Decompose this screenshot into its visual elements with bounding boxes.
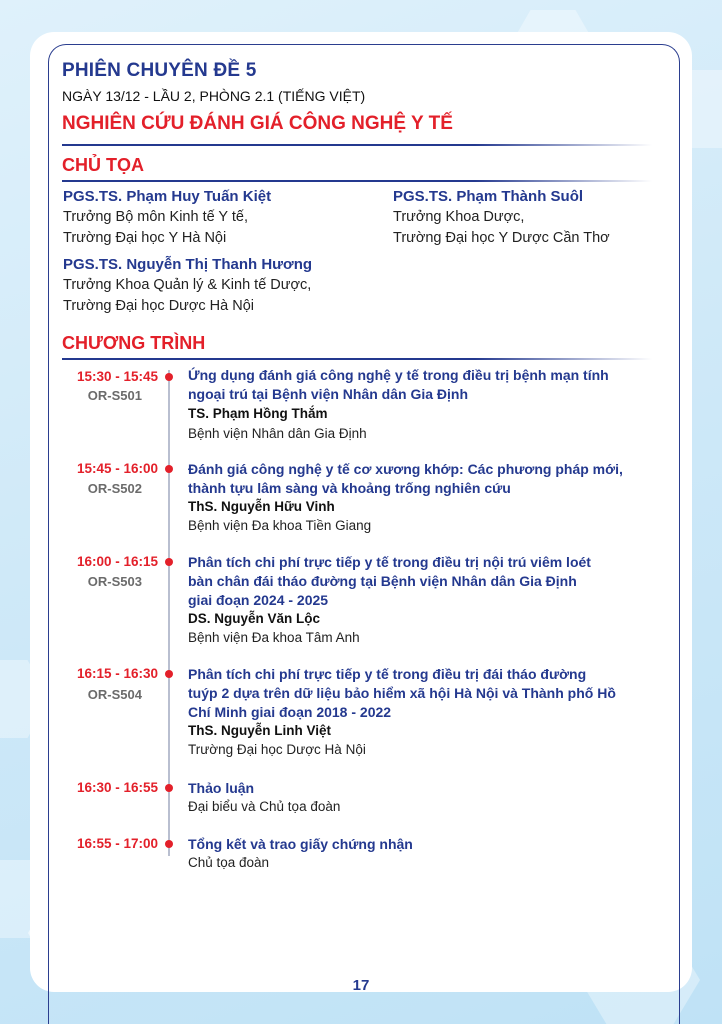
chairs-heading: CHỦ TỌA	[62, 155, 144, 175]
chair-title: Trưởng Khoa Dược,	[393, 209, 525, 225]
talk-title: Tổng kết và trao giấy chứng nhận	[188, 836, 413, 852]
divider	[62, 358, 652, 360]
speaker-name: DS. Nguyễn Văn Lộc	[188, 611, 321, 626]
talk-title: bàn chân đái tháo đường tại Bệnh viện Nhân dân Gia Định	[188, 573, 577, 589]
talk-title: Ứng dụng đánh giá công nghệ y tế trong điều trị bệnh mạn tính	[188, 367, 609, 383]
item-code: OR-S504	[87, 687, 142, 702]
speaker-affiliation: Bệnh viện Nhân dân Gia Định	[188, 426, 367, 441]
item-participants: Đại biểu và Chủ tọa đoàn	[188, 799, 341, 814]
speaker-name: ThS. Nguyễn Linh Việt	[188, 723, 332, 738]
speaker-name: TS. Phạm Hồng Thắm	[188, 406, 328, 421]
speaker-affiliation: Bệnh viện Đa khoa Tiền Giang	[188, 518, 372, 533]
item-time: 16:00 - 16:15	[76, 554, 158, 569]
item-time: 16:15 - 16:30	[76, 666, 158, 681]
item-code: OR-S501	[87, 388, 142, 403]
item-time: 15:30 - 15:45	[76, 369, 158, 384]
item-time: 15:45 - 16:00	[76, 461, 158, 476]
session-date-location: NGÀY 13/12 - LẦU 2, PHÒNG 2.1 (TIẾNG VIỆT)	[62, 88, 366, 104]
talk-title: tuýp 2 dựa trên dữ liệu bảo hiểm xã hội Hà Nội và Thành phố Hồ	[188, 685, 616, 701]
chair-title: Trưởng Khoa Quản lý & Kinh tế Dược,	[63, 277, 312, 293]
timeline-dot	[165, 558, 173, 566]
session-title: PHIÊN CHUYÊN ĐỀ 5	[62, 60, 257, 81]
chair-affiliation: Trường Đại học Y Dược Cần Thơ	[393, 230, 610, 246]
speaker-affiliation: Bệnh viện Đa khoa Tâm Anh	[188, 630, 360, 645]
divider	[62, 144, 652, 146]
item-time: 16:30 - 16:55	[76, 780, 158, 795]
talk-title: Chí Minh giai đoạn 2018 - 2022	[188, 704, 392, 720]
item-code: OR-S502	[87, 481, 142, 496]
speaker-affiliation: Trường Đại học Dược Hà Nội	[188, 742, 366, 757]
talk-title: Phân tích chi phí trực tiếp y tế trong điều trị đái tháo đường	[188, 666, 587, 682]
talk-title: ngoại trú tại Bệnh viện Nhân dân Gia Định	[188, 386, 469, 402]
chair-title: Trưởng Bộ môn Kinh tế Y tế,	[63, 209, 248, 225]
talk-title: Đánh giá công nghệ y tế cơ xương khớp: Các phương pháp mới,	[188, 461, 623, 477]
page-number: 17	[352, 977, 370, 994]
timeline-dot	[165, 784, 173, 792]
program-heading: CHƯƠNG TRÌNH	[62, 333, 206, 353]
talk-title: thành tựu lâm sàng và khoảng trống nghiên cứu	[188, 480, 511, 496]
hospital-icon	[62, 732, 86, 762]
item-time: 16:55 - 17:00	[76, 836, 158, 851]
chair-affiliation: Trường Đại học Dược Hà Nội	[63, 298, 254, 314]
divider	[62, 180, 652, 182]
item-participants: Chủ tọa đoàn	[188, 855, 270, 870]
timeline-dot	[165, 840, 173, 848]
session-topic: NGHIÊN CỨU ĐÁNH GIÁ CÔNG NGHỆ Y TẾ	[62, 113, 453, 134]
item-code: OR-S503	[87, 574, 142, 589]
heart-pulse-icon	[138, 692, 168, 729]
speaker-name: ThS. Nguyễn Hữu Vinh	[188, 499, 335, 514]
chair-name: PGS.TS. Nguyễn Thị Thanh Hương	[63, 256, 313, 273]
chair-affiliation: Trường Đại học Y Hà Nội	[63, 230, 227, 246]
chair-name: PGS.TS. Phạm Huy Tuấn Kiệt	[63, 188, 272, 205]
microscope-icon	[62, 910, 92, 958]
timeline-dot	[165, 670, 173, 678]
talk-title: giai đoạn 2024 - 2025	[188, 592, 329, 608]
timeline-dot	[165, 373, 173, 381]
talk-title: Thảo luận	[188, 780, 255, 796]
chair-name: PGS.TS. Phạm Thành Suôl	[393, 188, 584, 205]
talk-title: Phân tích chi phí trực tiếp y tế trong điều trị nội trú viêm loét	[188, 554, 591, 570]
timeline-dot	[165, 465, 173, 473]
